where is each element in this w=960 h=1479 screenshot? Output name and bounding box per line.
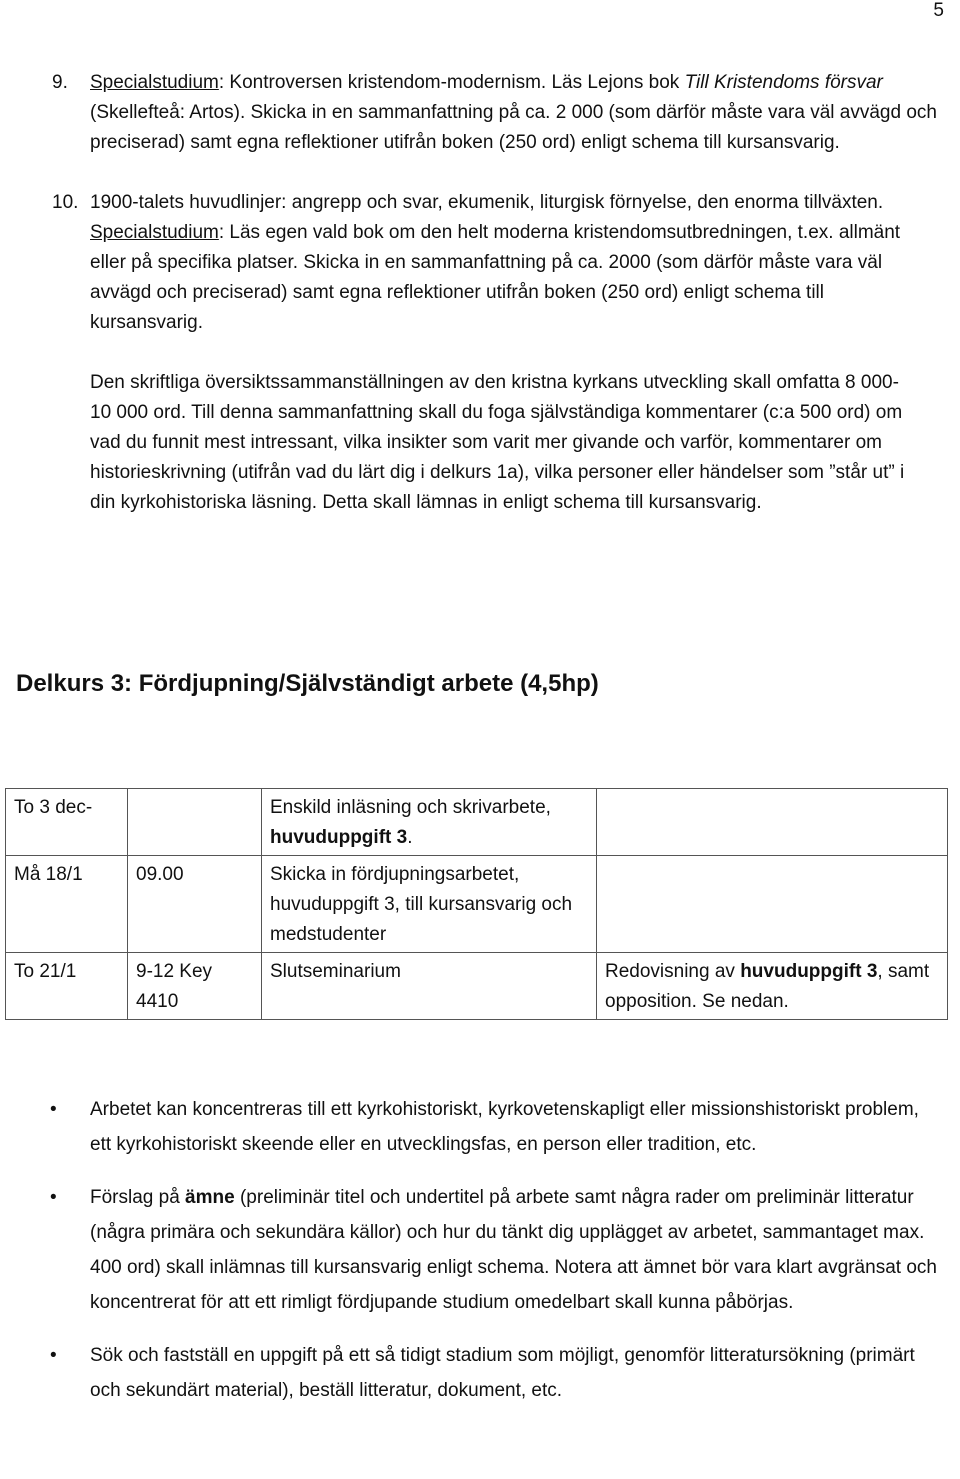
table-row	[6, 953, 948, 1020]
list-item-10	[52, 188, 940, 338]
list-item: • Förslag på ämne (preliminär titel och undertitel på arbete samt några rader om preliminär litteratur (några primära och sekundära källor) och hur du tänkt dig upplägget av arbetet, sammantaget max. 400 ord) skall inlämnas till kursansvarig enligt schema. Notera att ämnet bör vara klart avgränsat och koncentrerat för att ett rimligt fördjupande studium omedelbart skall kunna påbörjas.	[0, 1180, 940, 1320]
bullet-list	[0, 1092, 940, 1426]
page-number: 5	[933, 0, 944, 21]
note-cell: Redovisning av huvuduppgift 3, samt opposition. Se nedan.	[597, 953, 948, 1020]
specialstudium-link[interactable]: Specialstudium	[90, 72, 219, 93]
time-cell: 09.00	[128, 856, 262, 953]
time-cell	[128, 789, 262, 856]
note-cell	[597, 789, 948, 856]
activity-cell: Enskild inläsning och skrivarbete, huvuduppgift 3.	[262, 789, 597, 856]
bullet-icon: •	[50, 1187, 57, 1208]
bullet-icon: •	[50, 1345, 57, 1366]
list-number: 10.	[52, 192, 79, 213]
list-number: 9.	[52, 72, 68, 93]
summary-paragraph: Den skriftliga översiktssammanställningen av den kristna kyrkans utveckling skall omfatta 8 000-10 000 ord. Till denna sammanfattning skall du foga självständiga kommentarer (c:a 500 ord) om vad du funnit mest intressant, vilka insikter som varit mer givande och varför, kommentarer om historieskrivning (utifrån vad du lärt dig i delkurs 1a), vilka personer eller händelser som ”står ut” i din kyrkohistoriska läsning. Detta skall lämnas in enligt schema till kursansvarig.	[90, 372, 905, 513]
date-cell: To 21/1	[6, 953, 128, 1020]
activity-cell: Skicka in fördjupningsarbetet, huvuduppgift 3, till kursansvarig och medstudenter	[262, 856, 597, 953]
date-cell: Må 18/1	[6, 856, 128, 953]
schedule-table	[5, 788, 948, 1020]
note-cell	[597, 856, 948, 953]
list-item: • Sök och fastställ en uppgift på ett så tidigt stadium som möjligt, genomför litteratursökning (primärt och sekundärt material), beställ litteratur, dokument, etc.	[0, 1338, 940, 1408]
list-item-text: Specialstudium: Kontroversen kristendom-modernism. Läs Lejons bok Till Kristendoms försvar (Skellefteå: Artos). Skicka in en sammanfattning på ca. 2 000 (som därför måste vara väl avvägd och preciserad) samt egna reflektioner utifrån boken (250 ord) enligt schema till kursansvarig.	[90, 72, 937, 153]
list-item-9	[52, 68, 940, 158]
table-row	[6, 856, 948, 953]
list-item-text: 1900-talets huvudlinjer: angrepp och svar, ekumenik, liturgisk förnyelse, den enorma tillväxten. Specialstudium: Läs egen vald bok om den helt moderna kristendomsutbredningen, t.ex. allmänt eller på specifika platser. Skicka in en sammanfattning på ca. 2000 (som därför måste vara väl avvägd och preciserad) samt egna reflektioner utifrån boken (250 ord) enligt schema till kursansvarig.	[90, 192, 901, 333]
time-cell: 9-12 Key 4410	[128, 953, 262, 1020]
book-title: Till Kristendoms försvar	[684, 72, 883, 93]
table-row	[6, 789, 948, 856]
section-heading: Delkurs 3: Fördjupning/Självständigt arbete (4,5hp)	[16, 670, 599, 697]
list-item: • Arbetet kan koncentreras till ett kyrkohistoriskt, kyrkovetenskapligt eller missionshistoriskt problem, ett kyrkohistoriskt skeende eller en utvecklingsfas, en person eller tradition, etc.	[0, 1092, 940, 1162]
specialstudium-link[interactable]: Specialstudium	[90, 222, 219, 243]
bullet-icon: •	[50, 1099, 57, 1120]
activity-cell: Slutseminarium	[262, 953, 597, 1020]
date-cell: To 3 dec-	[6, 789, 128, 856]
